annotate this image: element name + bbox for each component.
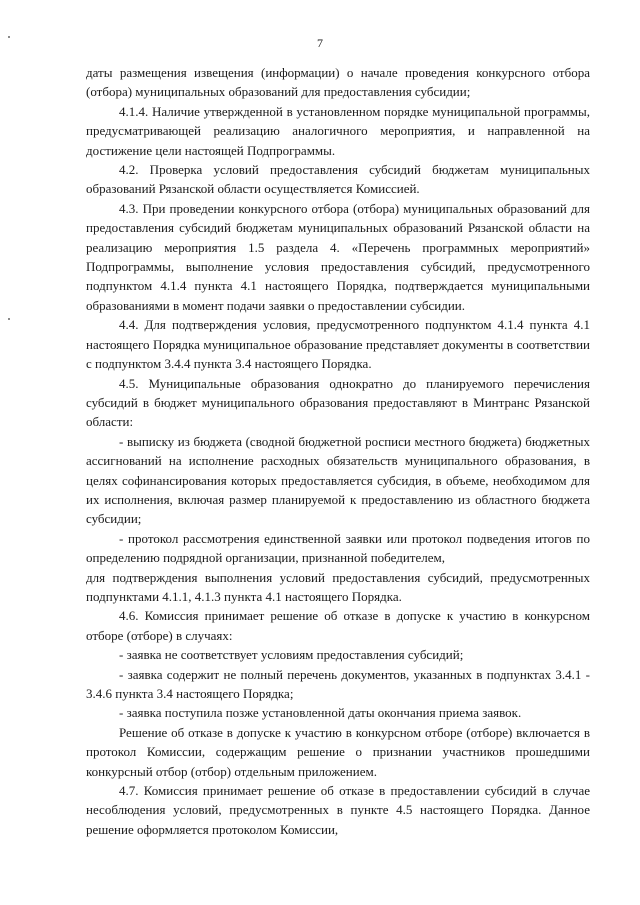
- paragraph: 4.7. Комиссия принимает решение об отказе в предоставлении субсидий в случае несоблюдения условий, предусмотренных в пункте 4.5 настоящего Порядка. Данное решение оформляется протоколом Комиссии,: [86, 783, 590, 837]
- scan-speck: [8, 318, 10, 320]
- paragraph: - протокол рассмотрения единственной заявки или протокол подведения итогов по определению подрядной организации, признанной победителем,: [86, 530, 590, 566]
- paragraph: 4.1.4. Наличие утвержденной в установленном порядке муниципальной программы, предусматривающей реализацию аналогичного мероприятия, и направленной на достижение цели настоящей Подпрограммы.: [86, 103, 590, 158]
- paragraph: 4.4. Для подтверждения условия, предусмотренного подпунктом 4.1.4 пункта 4.1 настоящего Порядка муниципальное образование представляет документы в соответствии с подпунктом 3.4.4 пункта 3.4 настоящего Порядка.: [86, 317, 590, 372]
- paragraph: 4.2. Проверка условий предоставления субсидий бюджетам муниципальных образований Рязанской области осуществляется Комиссией.: [86, 162, 590, 197]
- paragraph: - заявка не соответствует условиям предоставления субсидий;: [119, 647, 464, 663]
- paragraph: - выписку из бюджета (сводной бюджетной росписи местного бюджета) бюджетных ассигнований на исполнение расходных обязательств муниципального образования, в целях софинансирования которых предоставляется субсидия, в объеме, необходимом для их исполнения, включая размер планируемой к предоставлению из областного бюджета субсидии;: [86, 433, 590, 527]
- paragraph: - заявка поступила позже установленной даты окончания приема заявок.: [119, 705, 522, 721]
- paragraph: Решение об отказе в допуске к участию в конкурсном отборе (отборе) включается в протокол Комиссии, содержащим решение о признании участников прошедшими конкурсный отбор (отбор) отдельным приложением.: [86, 724, 590, 779]
- page-number: 7: [317, 36, 323, 50]
- paragraph: 4.6. Комиссия принимает решение об отказе в допуске к участию в конкурсном отборе (отборе) в случаях:: [86, 608, 590, 643]
- document-body: [86, 63, 590, 839]
- paragraph: даты размещения извещения (информации) о начале проведения конкурсного отбора (отбора) муниципальных образований для предоставления субсидии;: [86, 65, 590, 100]
- paragraph: 4.5. Муниципальные образования однократно до планируемого перечисления субсидий в бюджет муниципального образования предоставляют в Минтранс Рязанской области:: [86, 375, 590, 430]
- paragraph: 4.3. При проведении конкурсного отбора (отбора) муниципальных образований для предоставления субсидий бюджетам муниципальных образований Рязанской области на реализацию мероприятия 1.5 раздела 4. «Перечень программных мероприятий» Подпрограммы, выполнение условия предоставления субсидий, предусмотренного подпунктом 4.1.4 пункта 4.1 настоящего Порядка, подтверждается муниципальными образованиями в момент подачи заявки о предоставлении субсидии.: [86, 200, 590, 313]
- paragraph: для подтверждения выполнения условий предоставления субсидий, предусмотренных подпунктами 4.1.1, 4.1.3 пункта 4.1 настоящего Порядка.: [86, 569, 590, 604]
- paragraph: - заявка содержит не полный перечень документов, указанных в подпунктах 3.4.1 - 3.4.6 пункта 3.4 настоящего Порядка;: [86, 666, 590, 701]
